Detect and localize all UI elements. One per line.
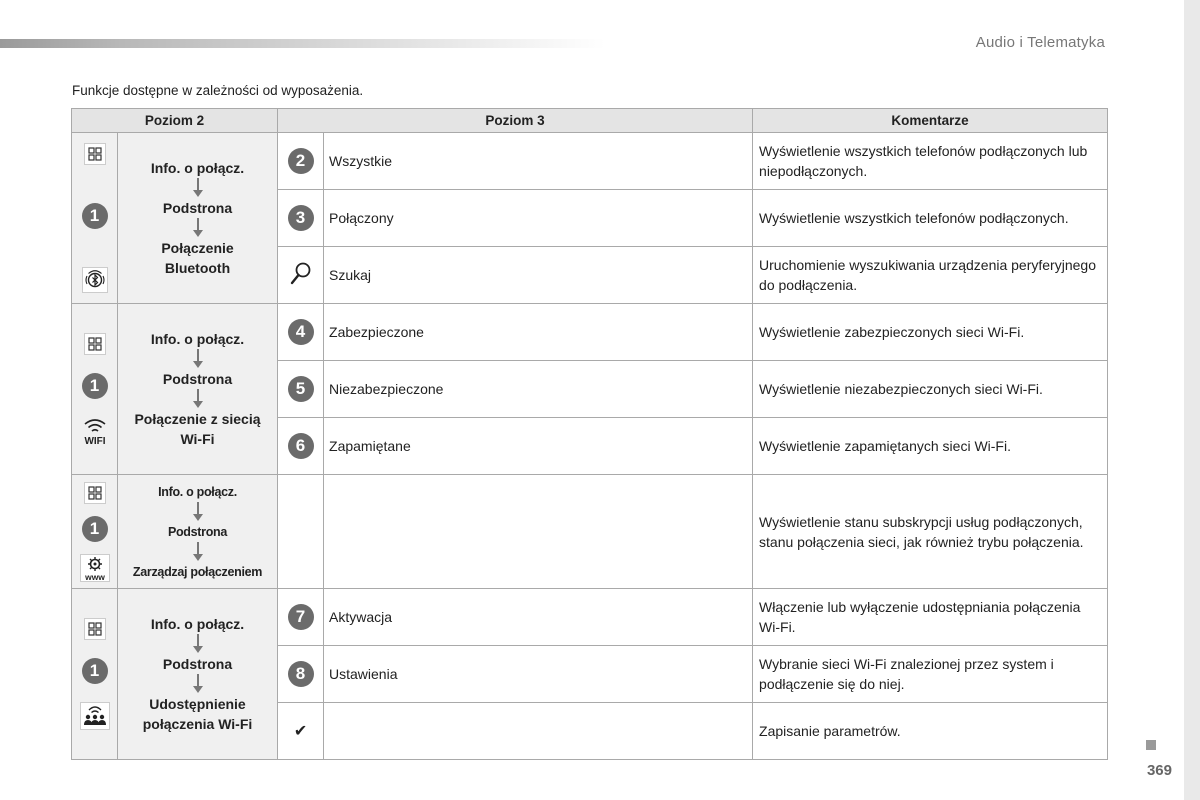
icon-column	[72, 589, 118, 760]
level1-badge: 1	[82, 658, 108, 684]
level3-label: Wszystkie	[324, 133, 753, 190]
level2-path-cell	[118, 304, 278, 475]
badge-8: 8	[288, 661, 314, 687]
functions-table	[71, 108, 1108, 760]
arrow-down-icon	[192, 674, 204, 694]
path-step: Podstrona	[167, 524, 228, 539]
header-level2: Poziom 2	[72, 109, 278, 133]
arrow-down-icon	[192, 502, 204, 522]
level3-label: Połączony	[324, 190, 753, 247]
symbol-cell	[278, 247, 324, 304]
path-step: Info. o połącz.	[150, 616, 245, 632]
table-header-row	[72, 109, 1108, 133]
path-step: Info. o połącz.	[150, 160, 245, 176]
table-row	[72, 133, 1108, 190]
path-step: Info. o połącz.	[150, 331, 245, 347]
section-title: Audio i Telematyka	[975, 34, 1105, 51]
icon-column	[72, 304, 118, 475]
comment-cell: Zapisanie parametrów.	[753, 703, 1108, 760]
page-marker	[1146, 740, 1156, 750]
bluetooth-icon	[82, 267, 108, 293]
grid-icon	[84, 143, 106, 165]
symbol-cell	[278, 418, 324, 475]
hotspot-sharing-icon	[80, 702, 110, 730]
symbol-cell	[278, 475, 324, 589]
www-label: www	[84, 571, 105, 582]
symbol-cell	[278, 304, 324, 361]
symbol-cell	[278, 646, 324, 703]
level1-badge: 1	[82, 373, 108, 399]
page-edge-strip	[1184, 0, 1200, 800]
symbol-cell	[278, 361, 324, 418]
path-step: Połączenie Bluetooth	[161, 240, 234, 276]
path-step: Podstrona	[162, 371, 233, 387]
level3-label	[324, 703, 753, 760]
arrow-down-icon	[192, 634, 204, 654]
wifi-label: WIFI	[83, 436, 106, 445]
www-settings-icon	[80, 554, 110, 582]
comment-cell: Wyświetlenie wszystkich telefonów podłączonych.	[753, 190, 1108, 247]
comment-cell: Wyświetlenie zapamiętanych sieci Wi-Fi.	[753, 418, 1108, 475]
comment-cell: Wyświetlenie niezabezpieczonych sieci Wi-Fi.	[753, 361, 1108, 418]
path-step: Udostępnienie połączenia Wi-Fi	[142, 696, 253, 732]
table-row	[72, 589, 1108, 646]
header-comments: Komentarze	[753, 109, 1108, 133]
grid-icon	[84, 333, 106, 355]
arrow-down-icon	[192, 178, 204, 198]
wifi-icon	[80, 417, 110, 445]
comment-cell: Wyświetlenie wszystkich telefonów podłączonych lub niepodłączonych.	[753, 133, 1108, 190]
level2-path-cell	[118, 589, 278, 760]
symbol-cell	[278, 190, 324, 247]
level3-label: Zapamiętane	[324, 418, 753, 475]
arrow-down-icon	[192, 389, 204, 409]
comment-cell: Uruchomienie wyszukiwania urządzenia peryferyjnego do podłączenia.	[753, 247, 1108, 304]
path-step: Zarządzaj połączeniem	[132, 564, 263, 579]
badge-6: 6	[288, 433, 314, 459]
badge-7: 7	[288, 604, 314, 630]
header-level3: Poziom 3	[278, 109, 753, 133]
comment-cell: Włączenie lub wyłączenie udostępniania połączenia Wi-Fi.	[753, 589, 1108, 646]
grid-icon	[84, 618, 106, 640]
comment-cell: Wybranie sieci Wi-Fi znalezionej przez system i podłączenie się do niej.	[753, 646, 1108, 703]
badge-2: 2	[288, 148, 314, 174]
grid-icon	[84, 482, 106, 504]
badge-3: 3	[288, 205, 314, 231]
path-step: Podstrona	[162, 656, 233, 672]
level3-label: Niezabezpieczone	[324, 361, 753, 418]
level1-badge: 1	[82, 516, 108, 542]
level2-path-cell	[118, 475, 278, 589]
level1-badge: 1	[82, 203, 108, 229]
icon-column	[72, 133, 118, 304]
icon-column	[72, 475, 118, 589]
arrow-down-icon	[192, 542, 204, 562]
level3-label	[324, 475, 753, 589]
comment-cell: Wyświetlenie zabezpieczonych sieci Wi-Fi.	[753, 304, 1108, 361]
level3-label: Aktywacja	[324, 589, 753, 646]
level3-label: Ustawienia	[324, 646, 753, 703]
comment-cell: Wyświetlenie stanu subskrypcji usług podłączonych, stanu połączenia sieci, jak również trybu połączenia.	[753, 475, 1108, 589]
checkmark-icon: ✔	[293, 723, 308, 740]
badge-4: 4	[288, 319, 314, 345]
symbol-cell	[278, 133, 324, 190]
page-number: 369	[1146, 762, 1172, 779]
symbol-cell	[278, 703, 324, 760]
table-row	[72, 304, 1108, 361]
level2-path-cell	[118, 133, 278, 304]
symbol-cell	[278, 589, 324, 646]
path-step: Info. o połącz.	[158, 484, 237, 499]
level3-label: Zabezpieczone	[324, 304, 753, 361]
magnifier-icon	[289, 261, 313, 287]
path-step: Połączenie z siecią Wi-Fi	[134, 411, 261, 447]
path-step: Podstrona	[162, 200, 233, 216]
arrow-down-icon	[192, 218, 204, 238]
header-gradient-bar	[0, 39, 605, 48]
level3-label: Szukaj	[324, 247, 753, 304]
intro-text: Funkcje dostępne w zależności od wyposażenia.	[72, 83, 364, 98]
table-row	[72, 475, 1108, 589]
arrow-down-icon	[192, 349, 204, 369]
badge-5: 5	[288, 376, 314, 402]
